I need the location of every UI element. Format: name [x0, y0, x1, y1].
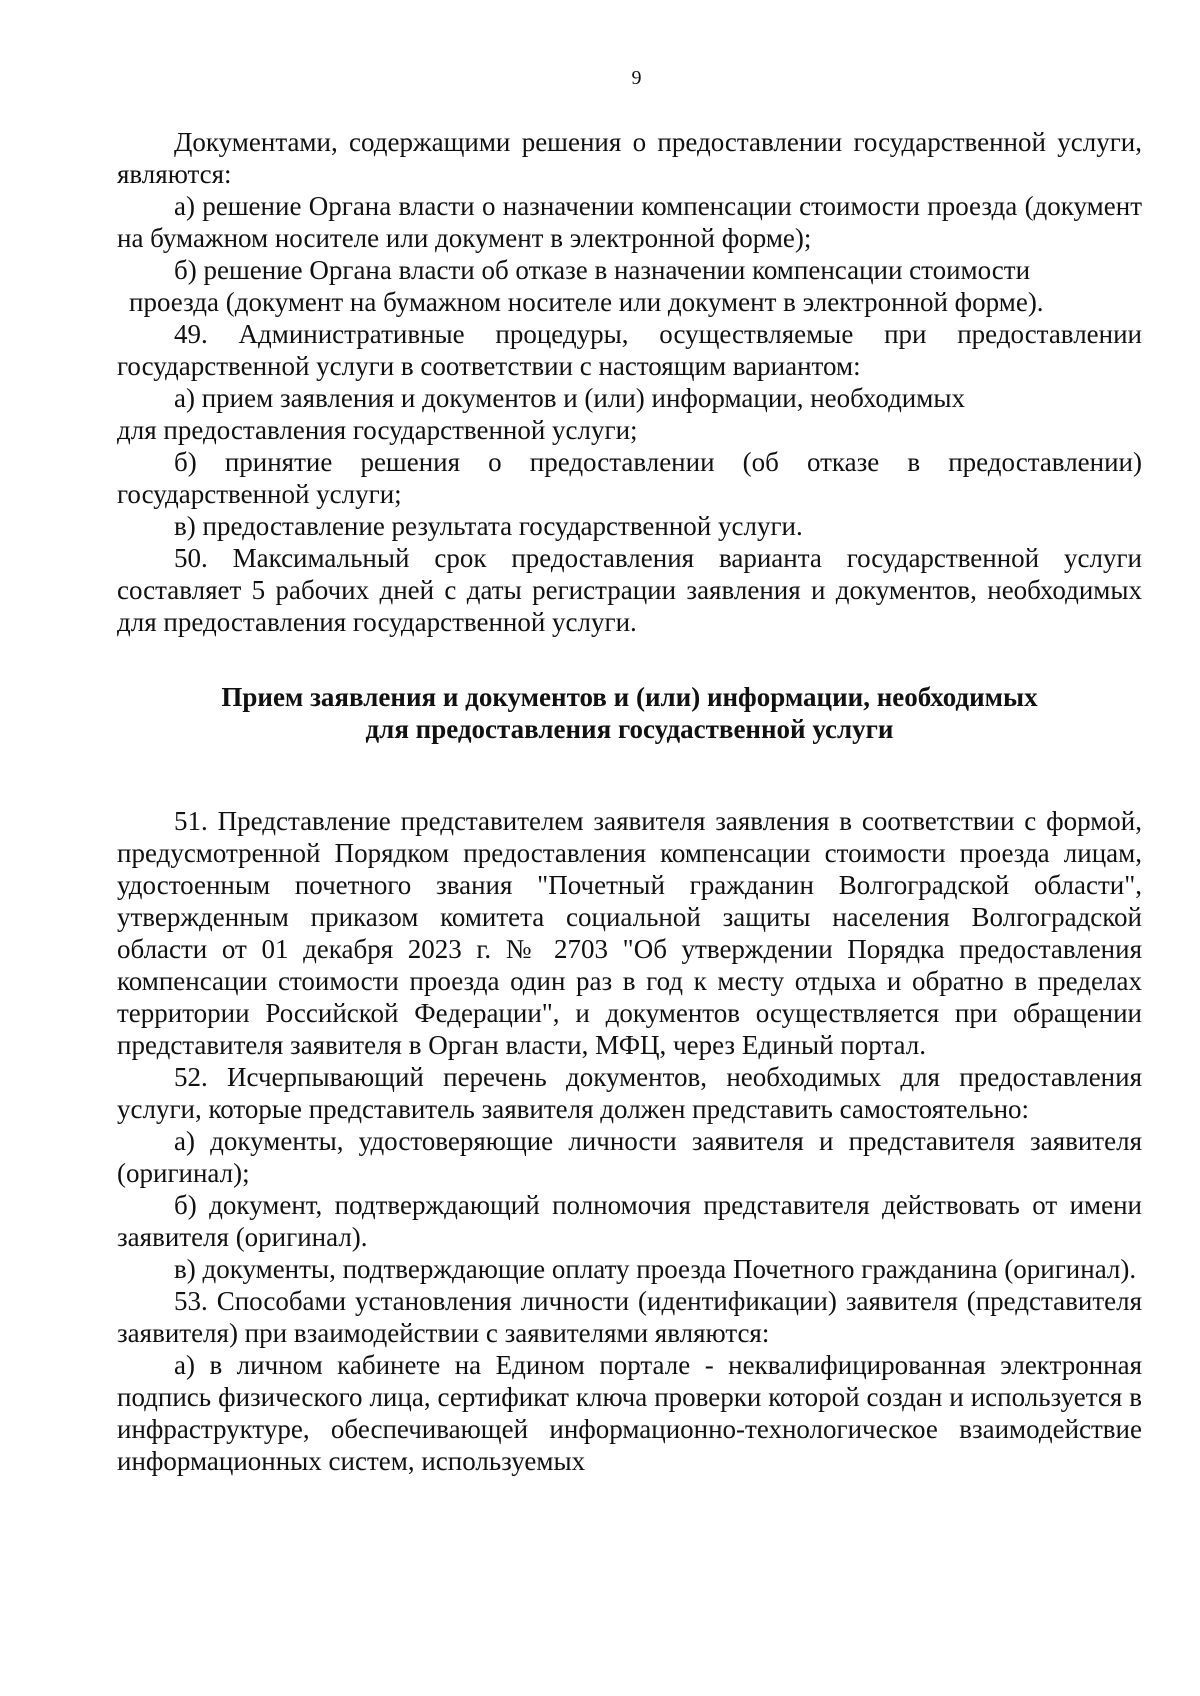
paragraph-item-a-decision: а) решение Органа власти о назначении компенсации стоимости проезда (документ на бумажном носителе или документ в электронной форме); [117, 191, 1142, 253]
section-heading-line1: Прием заявления и документов и (или) информации, необходимых [221, 682, 1038, 712]
section-heading [117, 681, 1142, 745]
paragraph-procedure-a [117, 382, 1142, 446]
paragraph-50: 50. Максимальный срок предоставления варианта государственной услуги составляет 5 рабочих дней с даты регистрации заявления и документов, необходимых для предоставления государственной услуги. [117, 543, 1142, 637]
paragraph-item-b-line2: проезда (документ на бумажном носителе или документ в электронной форме). [129, 287, 1044, 317]
paragraph-52-b: б) документ, подтверждающий полномочия представителя действовать от имени заявителя (оригинал). [117, 1190, 1142, 1252]
paragraph-item-b-refusal [117, 254, 1142, 318]
paragraph-52: 52. Исчерпывающий перечень документов, необходимых для предоставления услуги, которые представитель заявителя должен представить самостоятельно: [117, 1062, 1142, 1124]
paragraph-result-documents: Документами, содержащими решения о предоставлении государственной услуги, являются: [117, 127, 1142, 189]
paragraph-53-a: а) в личном кабинете на Едином портале - неквалифицированная электронная подпись физического лица, сертификат ключа проверки которой создан и используется в инфраструктуре, обеспечивающей информационно-технологическое взаимодействие информационных систем, используемых [117, 1350, 1142, 1476]
page-number: 9 [631, 67, 642, 89]
paragraph-52-c: в) документы, подтверждающие оплату проезда Почетного гражданина (оригинал). [174, 1254, 1137, 1284]
paragraph-49: 49. Административные процедуры, осуществляемые при предоставлении государственной услуги в соответствии с настоящим вариантом: [117, 319, 1142, 381]
paragraph-procedure-b: б) принятие решения о предоставлении (об отказе в предоставлении) государственной услуги; [117, 447, 1142, 509]
section-heading-line2: для предоставления госудаственной услуги [365, 714, 894, 744]
paragraph-item-b-line1: б) решение Органа власти об отказе в назначении компенсации стоимости [174, 255, 1031, 285]
paragraph-procedure-a-line2: для предоставления государственной услуги; [117, 415, 638, 445]
paragraph-procedure-a-line1: а) прием заявления и документов и (или) информации, необходимых [174, 383, 965, 413]
paragraph-52-a: а) документы, удостоверяющие личности заявителя и представителя заявителя (оригинал); [117, 1126, 1142, 1188]
body-section [117, 805, 1142, 1477]
intro-section [117, 126, 1142, 638]
paragraph-51: 51. Представление представителем заявителя заявления в соответствии с формой, предусмотренной Порядком предоставления компенсации стоимости проезда лицам, удостоенным почетного звания "Почетный гражданин Волгоградской области", утвержденным приказом комитета социальной защиты населения Волгоградской области от 01 декабря 2023 г. № 2703 "Об утверждении Порядка предоставления компенсации стоимости проезда один раз в год к месту отдыха и обратно в пределах территории Российской Федерации", и документов осуществляется при обращении представителя заявителя в Орган власти, МФЦ, через Единый портал. [117, 806, 1142, 1060]
paragraph-procedure-c: в) предоставление результата государственной услуги. [174, 511, 803, 541]
paragraph-53: 53. Способами установления личности (идентификации) заявителя (представителя заявителя) при взаимодействии с заявителями являются: [117, 1286, 1142, 1348]
